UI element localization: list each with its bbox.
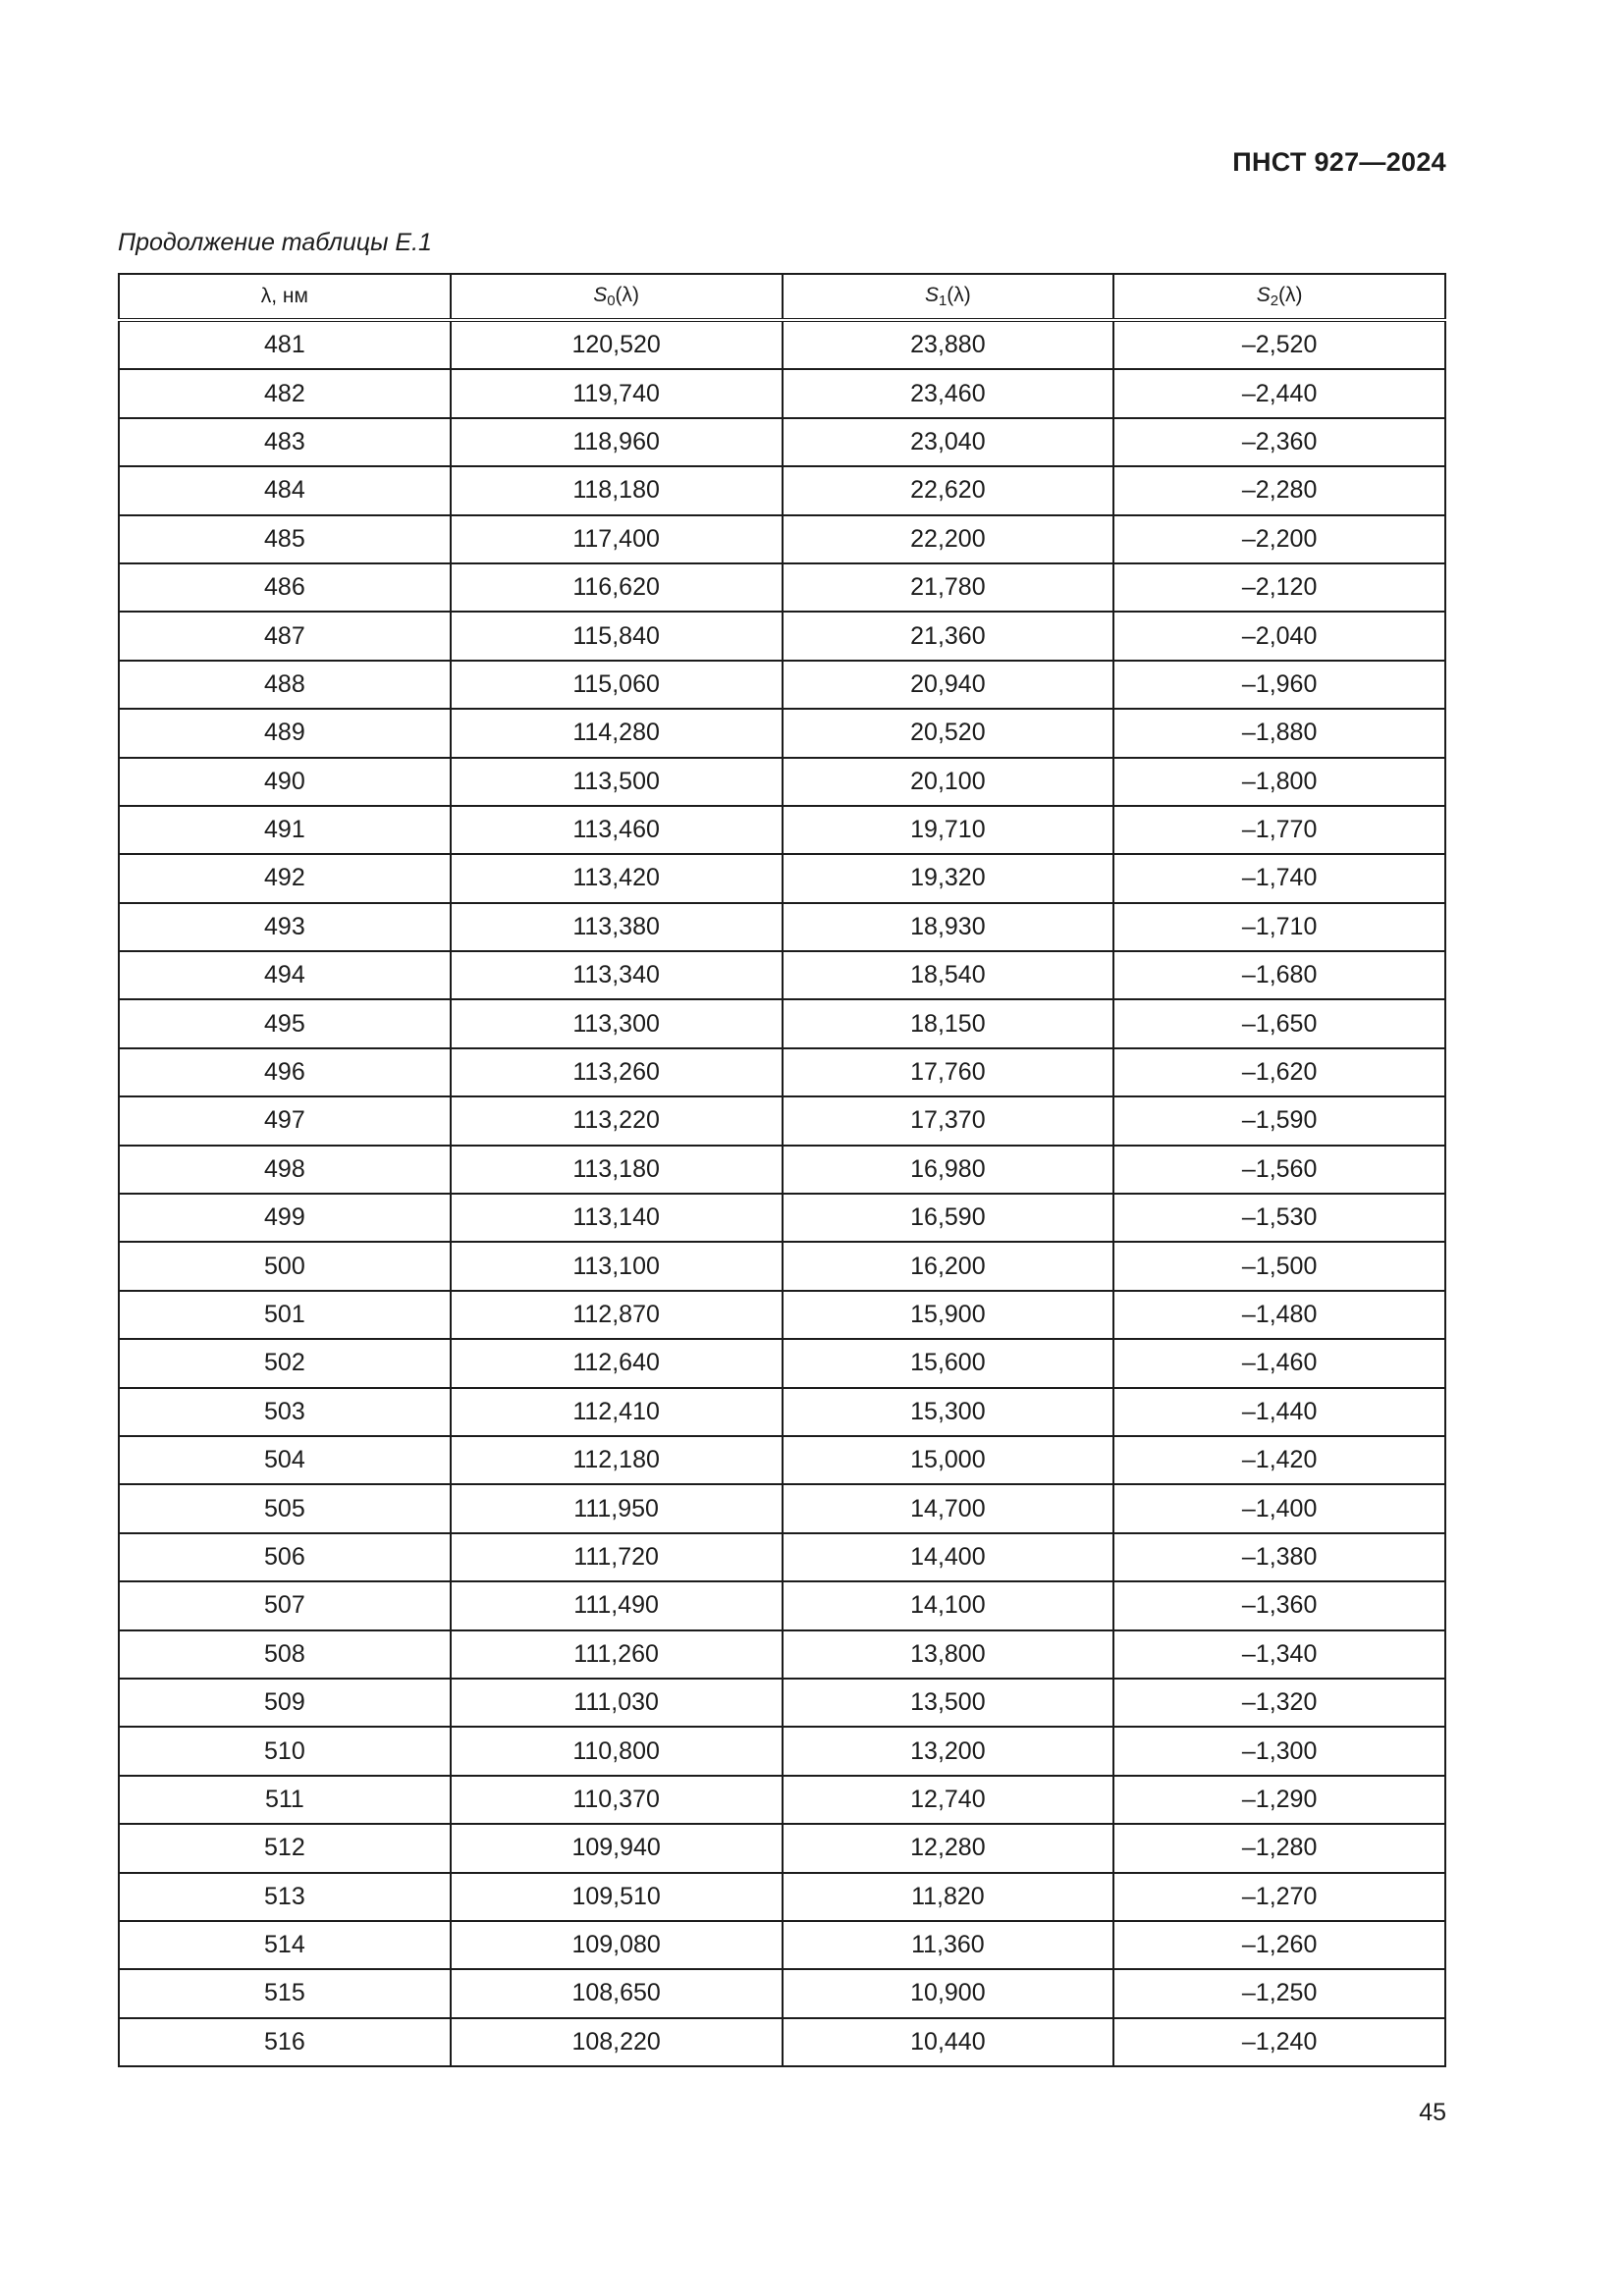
table-row — [119, 1048, 1445, 1096]
cell-s1: 17,760 — [783, 1048, 1114, 1096]
cell-s0: 112,410 — [451, 1388, 783, 1436]
cell-wavelength: 492 — [119, 854, 451, 902]
cell-s2: –2,120 — [1113, 563, 1445, 612]
table-row — [119, 1339, 1445, 1387]
column-header-s2 — [1113, 274, 1445, 320]
cell-s1: 10,440 — [783, 2018, 1114, 2066]
table-row — [119, 1194, 1445, 1242]
cell-wavelength: 502 — [119, 1339, 451, 1387]
cell-s1: 17,370 — [783, 1096, 1114, 1145]
table-row — [119, 1242, 1445, 1290]
column-header-subscript: 2 — [1270, 293, 1279, 309]
cell-wavelength: 485 — [119, 515, 451, 563]
cell-s2: –1,380 — [1113, 1533, 1445, 1581]
table-row — [119, 854, 1445, 902]
cell-wavelength: 481 — [119, 320, 451, 369]
table-row — [119, 466, 1445, 514]
cell-s2: –1,250 — [1113, 1969, 1445, 2017]
column-header-argument: (λ) — [1278, 284, 1303, 306]
cell-s1: 20,100 — [783, 758, 1114, 806]
cell-s2: –2,360 — [1113, 418, 1445, 466]
cell-wavelength: 486 — [119, 563, 451, 612]
cell-s0: 120,520 — [451, 320, 783, 369]
table-row — [119, 999, 1445, 1047]
cell-wavelength: 509 — [119, 1679, 451, 1727]
cell-wavelength: 505 — [119, 1484, 451, 1532]
cell-s2: –1,740 — [1113, 854, 1445, 902]
table-row — [119, 951, 1445, 999]
cell-s2: –2,040 — [1113, 612, 1445, 660]
cell-wavelength: 490 — [119, 758, 451, 806]
cell-s0: 119,740 — [451, 369, 783, 417]
cell-wavelength: 512 — [119, 1824, 451, 1872]
cell-wavelength: 511 — [119, 1776, 451, 1824]
cell-s1: 20,520 — [783, 709, 1114, 757]
table-row — [119, 1581, 1445, 1629]
cell-s2: –1,590 — [1113, 1096, 1445, 1145]
cell-wavelength: 497 — [119, 1096, 451, 1145]
cell-s2: –1,530 — [1113, 1194, 1445, 1242]
table-header-row — [119, 274, 1445, 320]
cell-wavelength: 489 — [119, 709, 451, 757]
table-row — [119, 1727, 1445, 1775]
column-header-subscript: 0 — [607, 293, 616, 309]
cell-wavelength: 482 — [119, 369, 451, 417]
cell-s2: –1,420 — [1113, 1436, 1445, 1484]
cell-s1: 18,930 — [783, 903, 1114, 951]
table-row — [119, 2018, 1445, 2066]
cell-s2: –1,560 — [1113, 1146, 1445, 1194]
column-header-wavelength — [119, 274, 451, 320]
page-number: 45 — [1419, 2099, 1446, 2126]
cell-wavelength: 514 — [119, 1921, 451, 1969]
cell-s2: –1,360 — [1113, 1581, 1445, 1629]
table-row — [119, 903, 1445, 951]
cell-s2: –1,680 — [1113, 951, 1445, 999]
cell-s2: –1,800 — [1113, 758, 1445, 806]
cell-s2: –1,500 — [1113, 1242, 1445, 1290]
cell-s1: 14,700 — [783, 1484, 1114, 1532]
table-row — [119, 515, 1445, 563]
cell-s0: 113,500 — [451, 758, 783, 806]
table-row — [119, 1630, 1445, 1679]
table-row — [119, 758, 1445, 806]
cell-s2: –2,280 — [1113, 466, 1445, 514]
cell-s2: –1,480 — [1113, 1291, 1445, 1339]
column-header-s0 — [451, 274, 783, 320]
table-row — [119, 418, 1445, 466]
table-row — [119, 1969, 1445, 2017]
cell-s2: –1,280 — [1113, 1824, 1445, 1872]
cell-s1: 21,780 — [783, 563, 1114, 612]
cell-s2: –1,770 — [1113, 806, 1445, 854]
table-row — [119, 661, 1445, 709]
cell-s1: 21,360 — [783, 612, 1114, 660]
cell-wavelength: 483 — [119, 418, 451, 466]
cell-s1: 13,800 — [783, 1630, 1114, 1679]
cell-s2: –2,200 — [1113, 515, 1445, 563]
cell-s2: –1,650 — [1113, 999, 1445, 1047]
cell-s1: 11,820 — [783, 1873, 1114, 1921]
cell-s0: 108,220 — [451, 2018, 783, 2066]
cell-s0: 116,620 — [451, 563, 783, 612]
cell-s0: 109,510 — [451, 1873, 783, 1921]
cell-wavelength: 493 — [119, 903, 451, 951]
cell-s1: 19,320 — [783, 854, 1114, 902]
cell-s1: 15,900 — [783, 1291, 1114, 1339]
cell-s0: 111,720 — [451, 1533, 783, 1581]
cell-s2: –2,440 — [1113, 369, 1445, 417]
cell-s0: 113,420 — [451, 854, 783, 902]
cell-s2: –1,340 — [1113, 1630, 1445, 1679]
cell-s2: –2,520 — [1113, 320, 1445, 369]
cell-s1: 11,360 — [783, 1921, 1114, 1969]
cell-wavelength: 506 — [119, 1533, 451, 1581]
cell-s2: –1,290 — [1113, 1776, 1445, 1824]
table-row — [119, 1533, 1445, 1581]
cell-s0: 113,140 — [451, 1194, 783, 1242]
cell-s0: 113,300 — [451, 999, 783, 1047]
cell-s0: 115,060 — [451, 661, 783, 709]
cell-s0: 110,800 — [451, 1727, 783, 1775]
cell-s2: –1,460 — [1113, 1339, 1445, 1387]
cell-s0: 113,220 — [451, 1096, 783, 1145]
cell-wavelength: 495 — [119, 999, 451, 1047]
cell-s2: –1,260 — [1113, 1921, 1445, 1969]
table-row — [119, 806, 1445, 854]
cell-s1: 23,460 — [783, 369, 1114, 417]
table-row — [119, 1436, 1445, 1484]
table-row — [119, 709, 1445, 757]
cell-s2: –1,240 — [1113, 2018, 1445, 2066]
cell-s0: 112,640 — [451, 1339, 783, 1387]
cell-s0: 113,260 — [451, 1048, 783, 1096]
spectral-data-table — [118, 273, 1446, 2067]
cell-s1: 23,040 — [783, 418, 1114, 466]
cell-s1: 12,280 — [783, 1824, 1114, 1872]
table-row — [119, 1096, 1445, 1145]
table-body — [119, 320, 1445, 2066]
cell-s0: 110,370 — [451, 1776, 783, 1824]
cell-s2: –1,400 — [1113, 1484, 1445, 1532]
cell-wavelength: 503 — [119, 1388, 451, 1436]
cell-s0: 113,340 — [451, 951, 783, 999]
table-row — [119, 563, 1445, 612]
column-header-symbol: S — [593, 284, 608, 306]
cell-wavelength: 500 — [119, 1242, 451, 1290]
cell-s0: 112,180 — [451, 1436, 783, 1484]
column-header-symbol: S — [1256, 284, 1271, 306]
cell-s0: 113,180 — [451, 1146, 783, 1194]
cell-wavelength: 507 — [119, 1581, 451, 1629]
document-code: ПНСТ 927—2024 — [1232, 147, 1446, 177]
cell-wavelength: 484 — [119, 466, 451, 514]
cell-s2: –1,710 — [1113, 903, 1445, 951]
cell-wavelength: 499 — [119, 1194, 451, 1242]
cell-s0: 112,870 — [451, 1291, 783, 1339]
cell-s2: –1,880 — [1113, 709, 1445, 757]
table-row — [119, 1776, 1445, 1824]
cell-wavelength: 516 — [119, 2018, 451, 2066]
column-header-argument: (λ) — [615, 284, 640, 306]
cell-s1: 18,540 — [783, 951, 1114, 999]
cell-s2: –1,620 — [1113, 1048, 1445, 1096]
table-row — [119, 1291, 1445, 1339]
cell-s0: 111,950 — [451, 1484, 783, 1532]
column-header-subscript: 1 — [938, 293, 947, 309]
cell-s0: 109,080 — [451, 1921, 783, 1969]
cell-s0: 113,380 — [451, 903, 783, 951]
column-header-s1 — [783, 274, 1114, 320]
table-row — [119, 369, 1445, 417]
cell-wavelength: 498 — [119, 1146, 451, 1194]
cell-s0: 115,840 — [451, 612, 783, 660]
cell-s1: 14,400 — [783, 1533, 1114, 1581]
cell-s2: –1,320 — [1113, 1679, 1445, 1727]
cell-s0: 117,400 — [451, 515, 783, 563]
cell-s0: 109,940 — [451, 1824, 783, 1872]
cell-wavelength: 510 — [119, 1727, 451, 1775]
cell-s1: 20,940 — [783, 661, 1114, 709]
table-row — [119, 1388, 1445, 1436]
cell-s1: 15,600 — [783, 1339, 1114, 1387]
table-row — [119, 1921, 1445, 1969]
column-header-argument: (λ) — [947, 284, 971, 306]
table-row — [119, 320, 1445, 369]
cell-s1: 16,980 — [783, 1146, 1114, 1194]
cell-s1: 12,740 — [783, 1776, 1114, 1824]
cell-wavelength: 515 — [119, 1969, 451, 2017]
cell-s1: 19,710 — [783, 806, 1114, 854]
cell-s1: 22,200 — [783, 515, 1114, 563]
cell-s1: 23,880 — [783, 320, 1114, 369]
cell-s1: 14,100 — [783, 1581, 1114, 1629]
cell-s0: 108,650 — [451, 1969, 783, 2017]
table-caption: Продолжение таблицы Е.1 — [118, 229, 432, 256]
cell-s1: 13,200 — [783, 1727, 1114, 1775]
cell-s0: 114,280 — [451, 709, 783, 757]
table-row — [119, 1484, 1445, 1532]
cell-s1: 15,000 — [783, 1436, 1114, 1484]
cell-wavelength: 491 — [119, 806, 451, 854]
cell-s1: 16,200 — [783, 1242, 1114, 1290]
cell-s1: 18,150 — [783, 999, 1114, 1047]
cell-s1: 15,300 — [783, 1388, 1114, 1436]
cell-s2: –1,440 — [1113, 1388, 1445, 1436]
cell-wavelength: 496 — [119, 1048, 451, 1096]
table-row — [119, 1679, 1445, 1727]
cell-wavelength: 487 — [119, 612, 451, 660]
cell-s1: 10,900 — [783, 1969, 1114, 2017]
table-row — [119, 1146, 1445, 1194]
cell-s0: 113,460 — [451, 806, 783, 854]
cell-s0: 111,030 — [451, 1679, 783, 1727]
cell-s2: –1,270 — [1113, 1873, 1445, 1921]
cell-wavelength: 494 — [119, 951, 451, 999]
table-row — [119, 1824, 1445, 1872]
cell-s1: 16,590 — [783, 1194, 1114, 1242]
cell-wavelength: 501 — [119, 1291, 451, 1339]
cell-s0: 113,100 — [451, 1242, 783, 1290]
cell-s0: 118,960 — [451, 418, 783, 466]
column-header-label: λ, нм — [260, 285, 308, 307]
cell-s2: –1,960 — [1113, 661, 1445, 709]
cell-wavelength: 508 — [119, 1630, 451, 1679]
cell-wavelength: 513 — [119, 1873, 451, 1921]
cell-s0: 111,490 — [451, 1581, 783, 1629]
cell-wavelength: 504 — [119, 1436, 451, 1484]
cell-s1: 22,620 — [783, 466, 1114, 514]
cell-s0: 111,260 — [451, 1630, 783, 1679]
cell-wavelength: 488 — [119, 661, 451, 709]
table-row — [119, 1873, 1445, 1921]
cell-s0: 118,180 — [451, 466, 783, 514]
table-row — [119, 612, 1445, 660]
column-header-symbol: S — [924, 284, 939, 306]
cell-s2: –1,300 — [1113, 1727, 1445, 1775]
cell-s1: 13,500 — [783, 1679, 1114, 1727]
